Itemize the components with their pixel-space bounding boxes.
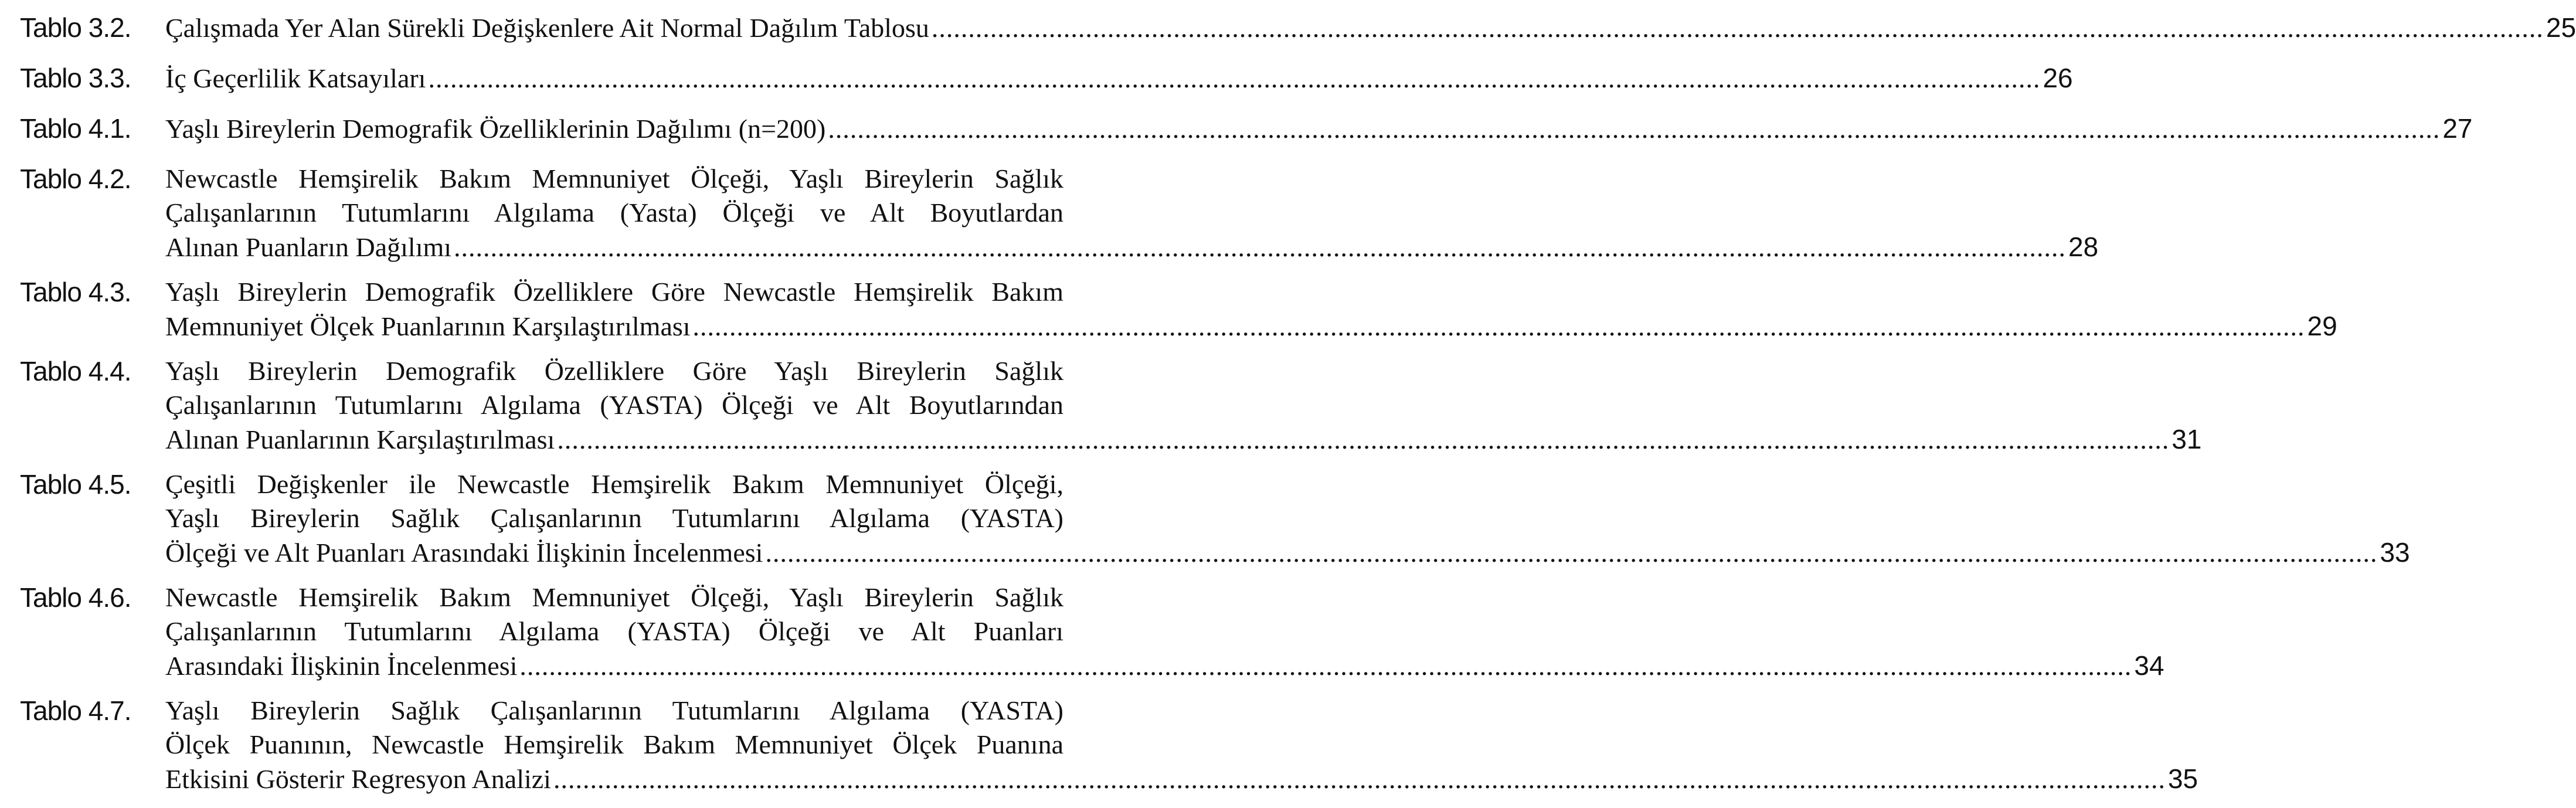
toc-entry-title	[165, 354, 2202, 456]
toc-entry-title-line: Newcastle Hemşirelik Bakım Memnuniyet Ölçeği, Yaşlı Bireylerin Sağlık	[165, 164, 1063, 193]
toc-entry-label: Tablo 4.3.	[20, 277, 131, 307]
dot-leader: ............................................................................................................................................................................................................................	[828, 114, 2441, 144]
toc-entry-last-line	[165, 649, 2164, 683]
toc-entry-title-line: Memnuniyet Ölçek Puanlarının Karşılaştırılması	[165, 311, 691, 341]
toc-entry-title	[165, 580, 2164, 683]
dot-leader: ............................................................................................................................................................................................................................	[692, 311, 2305, 341]
toc-entry-title-line: Arasındaki İlişkinin İncelenmesi	[165, 651, 518, 681]
toc-entry-title-line: Alınan Puanların Dağılımı	[165, 232, 452, 262]
toc-entry-last-line	[165, 535, 2410, 569]
page-number: 33	[2380, 537, 2410, 568]
page-number: 26	[2043, 63, 2073, 93]
toc-entry-label: Tablo 4.6.	[20, 582, 131, 613]
toc-entry-last-line	[165, 61, 2073, 95]
toc-entry-title	[165, 467, 2410, 569]
toc-entry-label: Tablo 4.5.	[20, 469, 131, 500]
toc-entry-title-line: Çeşitli Değişkenler ile Newcastle Hemşirelik Bakım Memnuniyet Ölçeği,	[165, 469, 1063, 499]
toc-entry-title-line: Alınan Puanlarının Karşılaştırılması	[165, 425, 555, 454]
toc-entry-title	[165, 162, 2099, 264]
page-number: 34	[2134, 650, 2164, 681]
toc-entry-title-line: Çalışanlarının Tutumlarını Algılama (Yasta) Ölçeği ve Alt Boyutlardan	[165, 198, 1063, 228]
toc-entry-label: Tablo 4.2.	[20, 164, 131, 194]
toc-entry-title-line: Ölçek Puanının, Newcastle Hemşirelik Bakım Memnuniyet Ölçek Puanına	[165, 729, 1063, 759]
toc-entry-title-line: Ölçeği ve Alt Puanları Arasındaki İlişkinin İncelenmesi	[165, 538, 763, 568]
toc-entry-title	[165, 694, 2198, 796]
toc-entry-title	[165, 275, 2337, 343]
toc-entry-last-line	[165, 111, 2473, 145]
toc-entry-title	[165, 111, 2473, 145]
toc-entry-title-line: Etkisini Gösterir Regresyon Analizi	[165, 764, 551, 794]
page-number: 28	[2068, 232, 2099, 262]
dot-leader: ............................................................................................................................................................................................................................	[557, 425, 2170, 454]
toc-entry-title-line: Yaşlı Bireylerin Sağlık Çalışanlarının Tutumlarını Algılama (YASTA)	[165, 503, 1063, 533]
page-number: 31	[2171, 424, 2202, 454]
toc-entry-label: Tablo 4.7.	[20, 695, 131, 726]
toc-entry-last-line	[165, 422, 2202, 456]
table-list	[20, 11, 2576, 807]
toc-entry[interactable]	[20, 580, 2164, 683]
toc-entry-title	[165, 11, 2576, 45]
dot-leader: ............................................................................................................................................................................................................................	[553, 764, 2166, 794]
toc-entry-title-line: İç Geçerlilik Katsayıları	[165, 63, 426, 93]
toc-entry-label: Tablo 4.4.	[20, 356, 131, 386]
toc-entry-label: Tablo 4.1.	[20, 113, 131, 144]
toc-entry[interactable]	[20, 162, 2099, 264]
toc-entry[interactable]	[20, 467, 2410, 569]
dot-leader: ............................................................................................................................................................................................................................	[428, 63, 2041, 93]
toc-entry-last-line	[165, 11, 2576, 45]
dot-leader: ............................................................................................................................................................................................................................	[519, 651, 2132, 681]
dot-leader: ............................................................................................................................................................................................................................	[931, 13, 2544, 43]
toc-entry[interactable]	[20, 111, 2473, 145]
toc-entry-title	[165, 61, 2073, 95]
page-number: 29	[2307, 311, 2337, 341]
toc-entry[interactable]	[20, 275, 2337, 343]
toc-entry-title-line: Yaşlı Bireylerin Demografik Özelliklere Göre Newcastle Hemşirelik Bakım	[165, 277, 1063, 307]
page-number: 35	[2167, 763, 2198, 794]
toc-entry-title-line: Çalışanlarının Tutumlarını Algılama (YASTA) Ölçeği ve Alt Puanları	[165, 616, 1063, 646]
page-number: 25	[2546, 12, 2576, 43]
toc-entry-title-line: Yaşlı Bireylerin Sağlık Çalışanlarının Tutumlarını Algılama (YASTA)	[165, 695, 1063, 725]
toc-entry-label: Tablo 3.3.	[20, 63, 131, 93]
toc-entry-title-line: Yaşlı Bireylerin Demografik Özelliklerinin Dağılımı (n=200)	[165, 114, 826, 144]
toc-entry[interactable]	[20, 694, 2198, 796]
toc-entry-title-line: Yaşlı Bireylerin Demografik Özelliklere Göre Yaşlı Bireylerin Sağlık	[165, 356, 1063, 386]
toc-entry-last-line	[165, 762, 2198, 796]
toc-entry[interactable]	[20, 354, 2202, 456]
toc-entry-title-line: Çalışmada Yer Alan Sürekli Değişkenlere Ait Normal Dağılım Tablosu	[165, 13, 929, 43]
dot-leader: ............................................................................................................................................................................................................................	[454, 232, 2067, 262]
toc-entry[interactable]	[20, 11, 2576, 45]
toc-entry-title-line: Çalışanlarının Tutumlarını Algılama (YASTA) Ölçeği ve Alt Boyutlarından	[165, 390, 1063, 420]
dot-leader: ............................................................................................................................................................................................................................	[765, 538, 2378, 568]
toc-entry-last-line	[165, 309, 2337, 343]
toc-entry-title-line: Newcastle Hemşirelik Bakım Memnuniyet Ölçeği, Yaşlı Bireylerin Sağlık	[165, 582, 1063, 612]
toc-entry-last-line	[165, 230, 2099, 264]
toc-entry-label: Tablo 3.2.	[20, 12, 131, 43]
toc-entry[interactable]	[20, 61, 2073, 95]
page-number: 27	[2442, 113, 2473, 144]
